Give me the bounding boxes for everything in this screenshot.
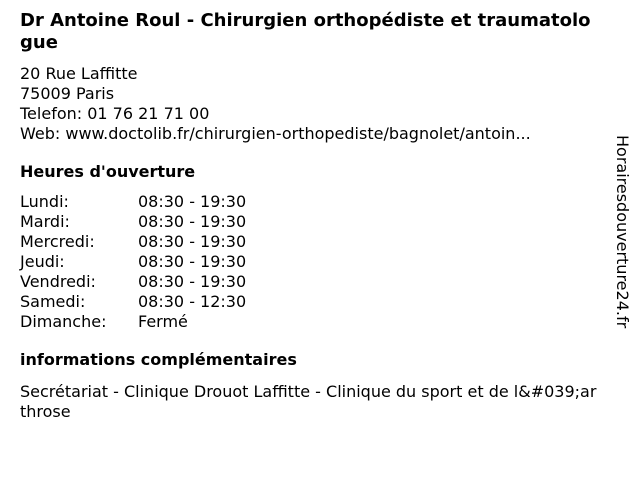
hours-row-tuesday <box>20 212 600 232</box>
additional-info-text: Secrétariat - Clinique Drouot Laffitte - Clinique du sport et de l&#039;arthrose <box>20 382 597 421</box>
hours-day: Vendredi: <box>20 272 96 291</box>
business-card <box>20 10 600 422</box>
city-postcode: 75009 Paris <box>20 84 115 103</box>
hours-row-wednesday <box>20 232 600 252</box>
hours-row-monday <box>20 192 600 212</box>
opening-hours-heading: Heures d'ouverture <box>20 162 196 181</box>
hours-time: Fermé <box>138 312 188 331</box>
hours-time: 08:30 - 12:30 <box>138 292 247 311</box>
hours-time: 08:30 - 19:30 <box>138 232 247 251</box>
hours-time: 08:30 - 19:30 <box>138 272 247 291</box>
website-url: Web: www.doctolib.fr/chirurgien-orthopediste/bagnolet/antoin... <box>20 124 531 143</box>
business-title: Dr Antoine Roul - Chirurgien orthopédiste et traumatologue <box>20 10 591 53</box>
hours-day: Dimanche: <box>20 312 107 331</box>
hours-day: Mercredi: <box>20 232 95 251</box>
phone-number: Telefon: 01 76 21 71 00 <box>20 104 210 123</box>
additional-info-heading: informations complémentaires <box>20 350 297 369</box>
hours-time: 08:30 - 19:30 <box>138 252 247 271</box>
hours-time: 08:30 - 19:30 <box>138 192 247 211</box>
hours-row-thursday <box>20 252 600 272</box>
hours-time: 08:30 - 19:30 <box>138 212 247 231</box>
street-address: 20 Rue Laffitte <box>20 64 138 83</box>
hours-row-sunday <box>20 312 600 332</box>
hours-day: Samedi: <box>20 292 86 311</box>
hours-day: Mardi: <box>20 212 70 231</box>
hours-row-friday <box>20 272 600 292</box>
site-watermark: Horairesdouverture24.fr <box>613 135 632 329</box>
contact-block <box>20 64 600 144</box>
hours-row-saturday <box>20 292 600 312</box>
hours-day: Jeudi: <box>20 252 65 271</box>
hours-day: Lundi: <box>20 192 69 211</box>
opening-hours-table <box>20 192 600 332</box>
